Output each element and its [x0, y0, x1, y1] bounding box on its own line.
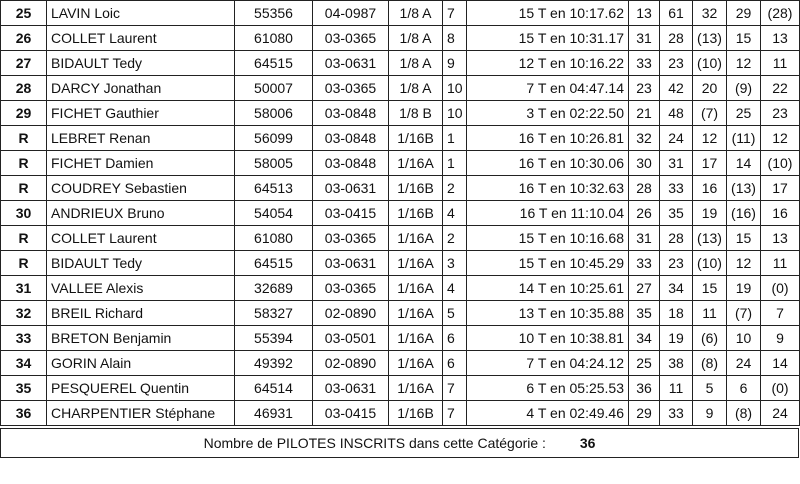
category-cell: 1/16A [389, 376, 443, 401]
pilot-name-cell: COUDREY Sebastien [47, 176, 235, 201]
manche-5-cell: 11 [761, 251, 800, 276]
category-cell: 1/8 A [389, 1, 443, 26]
heat-cell: 9 [443, 51, 467, 76]
category-cell: 1/8 A [389, 26, 443, 51]
manche-1-cell: 13 [629, 1, 660, 26]
manche-5-cell: (0) [761, 276, 800, 301]
manche-2-cell: 42 [660, 76, 693, 101]
category-cell: 1/16A [389, 226, 443, 251]
manche-2-cell: 28 [660, 26, 693, 51]
manche-3-cell: 32 [693, 1, 727, 26]
manche-3-cell: 17 [693, 151, 727, 176]
manche-2-cell: 11 [660, 376, 693, 401]
laps-time-cell: 16 T en 11:10.04 [467, 201, 629, 226]
category-cell: 1/8 B [389, 101, 443, 126]
manche-3-cell: (13) [693, 226, 727, 251]
laps-time-cell: 14 T en 10:25.61 [467, 276, 629, 301]
table-row [1, 226, 800, 251]
pilot-number-cell: 61080 [235, 26, 313, 51]
pilot-number-cell: 64513 [235, 176, 313, 201]
manche-5-cell: 16 [761, 201, 800, 226]
manche-5-cell: 17 [761, 176, 800, 201]
pilot-number-cell: 58327 [235, 301, 313, 326]
category-cell: 1/16B [389, 401, 443, 426]
footer-label: Nombre de PILOTES INSCRITS dans cette Catégorie : [203, 435, 546, 451]
manche-1-cell: 35 [629, 301, 660, 326]
rank-cell: 28 [1, 76, 47, 101]
manche-4-cell: (16) [727, 201, 761, 226]
rank-cell: R [1, 226, 47, 251]
manche-5-cell: 11 [761, 51, 800, 76]
table-row [1, 376, 800, 401]
table-row [1, 351, 800, 376]
pilot-number-cell: 55394 [235, 326, 313, 351]
pilot-number-cell: 64515 [235, 51, 313, 76]
manche-5-cell: 14 [761, 351, 800, 376]
manche-4-cell: 29 [727, 1, 761, 26]
manche-1-cell: 29 [629, 401, 660, 426]
laps-time-cell: 16 T en 10:26.81 [467, 126, 629, 151]
pilot-name-cell: FICHET Gauthier [47, 101, 235, 126]
category-cell: 1/16A [389, 151, 443, 176]
pilot-name-cell: GORIN Alain [47, 351, 235, 376]
category-cell: 1/16A [389, 351, 443, 376]
table-row [1, 1, 800, 26]
manche-1-cell: 27 [629, 276, 660, 301]
rank-cell: R [1, 126, 47, 151]
manche-3-cell: (10) [693, 51, 727, 76]
pilot-name-cell: VALLEE Alexis [47, 276, 235, 301]
heat-cell: 4 [443, 276, 467, 301]
table-row [1, 401, 800, 426]
manche-1-cell: 30 [629, 151, 660, 176]
manche-3-cell: (7) [693, 101, 727, 126]
table-row [1, 101, 800, 126]
manche-4-cell: 10 [727, 326, 761, 351]
manche-5-cell: 7 [761, 301, 800, 326]
licence-cell: 03-0631 [313, 251, 389, 276]
footer-count: 36 [579, 435, 596, 451]
manche-5-cell: (28) [761, 1, 800, 26]
heat-cell: 2 [443, 176, 467, 201]
pilot-number-cell: 54054 [235, 201, 313, 226]
manche-3-cell: 12 [693, 126, 727, 151]
heat-cell: 6 [443, 351, 467, 376]
table-row [1, 301, 800, 326]
laps-time-cell: 16 T en 10:32.63 [467, 176, 629, 201]
rank-cell: 36 [1, 401, 47, 426]
manche-4-cell: 15 [727, 226, 761, 251]
pilot-name-cell: COLLET Laurent [47, 226, 235, 251]
manche-4-cell: (8) [727, 401, 761, 426]
manche-4-cell: 12 [727, 251, 761, 276]
licence-cell: 03-0365 [313, 276, 389, 301]
manche-1-cell: 26 [629, 201, 660, 226]
manche-1-cell: 25 [629, 351, 660, 376]
table-row [1, 51, 800, 76]
pilot-name-cell: BRETON Benjamin [47, 326, 235, 351]
table-row [1, 176, 800, 201]
manche-5-cell: 13 [761, 26, 800, 51]
manche-3-cell: 19 [693, 201, 727, 226]
laps-time-cell: 7 T en 04:47.14 [467, 76, 629, 101]
pilot-name-cell: LEBRET Renan [47, 126, 235, 151]
manche-2-cell: 28 [660, 226, 693, 251]
manche-1-cell: 33 [629, 51, 660, 76]
manche-2-cell: 34 [660, 276, 693, 301]
rank-cell: 34 [1, 351, 47, 376]
rank-cell: 29 [1, 101, 47, 126]
table-row [1, 26, 800, 51]
licence-cell: 03-0631 [313, 176, 389, 201]
manche-4-cell: 12 [727, 51, 761, 76]
manche-3-cell: 16 [693, 176, 727, 201]
licence-cell: 03-0501 [313, 326, 389, 351]
registered-count-footer [0, 428, 799, 458]
pilot-name-cell: BIDAULT Tedy [47, 51, 235, 76]
manche-1-cell: 34 [629, 326, 660, 351]
manche-3-cell: 15 [693, 276, 727, 301]
pilot-name-cell: LAVIN Loic [47, 1, 235, 26]
category-cell: 1/8 A [389, 51, 443, 76]
manche-2-cell: 35 [660, 201, 693, 226]
category-cell: 1/16B [389, 126, 443, 151]
manche-4-cell: 6 [727, 376, 761, 401]
manche-2-cell: 19 [660, 326, 693, 351]
category-cell: 1/16A [389, 251, 443, 276]
rank-cell: 35 [1, 376, 47, 401]
table-row [1, 151, 800, 176]
pilot-number-cell: 55356 [235, 1, 313, 26]
table-row [1, 126, 800, 151]
manche-2-cell: 24 [660, 126, 693, 151]
pilot-number-cell: 64514 [235, 376, 313, 401]
manche-3-cell: (13) [693, 26, 727, 51]
rank-cell: 33 [1, 326, 47, 351]
category-cell: 1/16A [389, 326, 443, 351]
pilot-name-cell: COLLET Laurent [47, 26, 235, 51]
rank-cell: 32 [1, 301, 47, 326]
manche-5-cell: (0) [761, 376, 800, 401]
rank-cell: R [1, 151, 47, 176]
category-cell: 1/16A [389, 276, 443, 301]
pilot-number-cell: 32689 [235, 276, 313, 301]
heat-cell: 5 [443, 301, 467, 326]
manche-2-cell: 38 [660, 351, 693, 376]
pilot-number-cell: 46931 [235, 401, 313, 426]
pilot-number-cell: 58006 [235, 101, 313, 126]
pilot-number-cell: 56099 [235, 126, 313, 151]
pilot-number-cell: 61080 [235, 226, 313, 251]
licence-cell: 02-0890 [313, 351, 389, 376]
heat-cell: 8 [443, 26, 467, 51]
pilot-name-cell: CHARPENTIER Stéphane [47, 401, 235, 426]
manche-3-cell: (6) [693, 326, 727, 351]
category-cell: 1/8 A [389, 76, 443, 101]
rank-cell: 26 [1, 26, 47, 51]
manche-2-cell: 33 [660, 176, 693, 201]
heat-cell: 4 [443, 201, 467, 226]
licence-cell: 02-0890 [313, 301, 389, 326]
licence-cell: 03-0365 [313, 226, 389, 251]
manche-1-cell: 23 [629, 76, 660, 101]
heat-cell: 7 [443, 401, 467, 426]
rank-cell: 27 [1, 51, 47, 76]
licence-cell: 03-0365 [313, 26, 389, 51]
licence-cell: 03-0848 [313, 151, 389, 176]
rank-cell: 30 [1, 201, 47, 226]
laps-time-cell: 6 T en 05:25.53 [467, 376, 629, 401]
laps-time-cell: 15 T en 10:31.17 [467, 26, 629, 51]
manche-4-cell: (7) [727, 301, 761, 326]
manche-5-cell: 13 [761, 226, 800, 251]
pilot-name-cell: FICHET Damien [47, 151, 235, 176]
manche-3-cell: 20 [693, 76, 727, 101]
licence-cell: 04-0987 [313, 1, 389, 26]
rank-cell: R [1, 251, 47, 276]
manche-4-cell: 14 [727, 151, 761, 176]
laps-time-cell: 4 T en 02:49.46 [467, 401, 629, 426]
rank-cell: R [1, 176, 47, 201]
manche-4-cell: (9) [727, 76, 761, 101]
laps-time-cell: 15 T en 10:45.29 [467, 251, 629, 276]
manche-4-cell: (13) [727, 176, 761, 201]
pilot-name-cell: BREIL Richard [47, 301, 235, 326]
heat-cell: 7 [443, 376, 467, 401]
pilot-name-cell: PESQUEREL Quentin [47, 376, 235, 401]
manche-4-cell: (11) [727, 126, 761, 151]
manche-2-cell: 23 [660, 51, 693, 76]
manche-1-cell: 21 [629, 101, 660, 126]
laps-time-cell: 10 T en 10:38.81 [467, 326, 629, 351]
licence-cell: 03-0848 [313, 101, 389, 126]
manche-1-cell: 28 [629, 176, 660, 201]
manche-2-cell: 61 [660, 1, 693, 26]
pilot-number-cell: 49392 [235, 351, 313, 376]
pilot-name-cell: ANDRIEUX Bruno [47, 201, 235, 226]
laps-time-cell: 15 T en 10:17.62 [467, 1, 629, 26]
table-row [1, 276, 800, 301]
heat-cell: 7 [443, 1, 467, 26]
manche-5-cell: 23 [761, 101, 800, 126]
manche-1-cell: 32 [629, 126, 660, 151]
manche-5-cell: 9 [761, 326, 800, 351]
manche-1-cell: 33 [629, 251, 660, 276]
manche-4-cell: 19 [727, 276, 761, 301]
licence-cell: 03-0631 [313, 376, 389, 401]
laps-time-cell: 12 T en 10:16.22 [467, 51, 629, 76]
heat-cell: 1 [443, 151, 467, 176]
pilot-number-cell: 58005 [235, 151, 313, 176]
manche-3-cell: 5 [693, 376, 727, 401]
laps-time-cell: 3 T en 02:22.50 [467, 101, 629, 126]
manche-1-cell: 31 [629, 26, 660, 51]
manche-2-cell: 31 [660, 151, 693, 176]
manche-2-cell: 48 [660, 101, 693, 126]
manche-3-cell: 11 [693, 301, 727, 326]
licence-cell: 03-0415 [313, 401, 389, 426]
heat-cell: 3 [443, 251, 467, 276]
manche-3-cell: 9 [693, 401, 727, 426]
heat-cell: 1 [443, 126, 467, 151]
results-rows [1, 1, 800, 426]
manche-4-cell: 24 [727, 351, 761, 376]
manche-2-cell: 23 [660, 251, 693, 276]
manche-1-cell: 36 [629, 376, 660, 401]
table-row [1, 326, 800, 351]
licence-cell: 03-0631 [313, 51, 389, 76]
manche-4-cell: 15 [727, 26, 761, 51]
pilot-number-cell: 50007 [235, 76, 313, 101]
heat-cell: 6 [443, 326, 467, 351]
pilot-name-cell: DARCY Jonathan [47, 76, 235, 101]
laps-time-cell: 16 T en 10:30.06 [467, 151, 629, 176]
category-cell: 1/16B [389, 176, 443, 201]
table-row [1, 76, 800, 101]
manche-3-cell: (10) [693, 251, 727, 276]
licence-cell: 03-0365 [313, 76, 389, 101]
rank-cell: 31 [1, 276, 47, 301]
heat-cell: 2 [443, 226, 467, 251]
manche-5-cell: 22 [761, 76, 800, 101]
manche-4-cell: 25 [727, 101, 761, 126]
laps-time-cell: 7 T en 04:24.12 [467, 351, 629, 376]
manche-3-cell: (8) [693, 351, 727, 376]
rank-cell: 25 [1, 1, 47, 26]
laps-time-cell: 13 T en 10:35.88 [467, 301, 629, 326]
manche-5-cell: 12 [761, 126, 800, 151]
heat-cell: 10 [443, 101, 467, 126]
category-cell: 1/16A [389, 301, 443, 326]
table-row [1, 201, 800, 226]
manche-2-cell: 18 [660, 301, 693, 326]
licence-cell: 03-0415 [313, 201, 389, 226]
laps-time-cell: 15 T en 10:16.68 [467, 226, 629, 251]
category-cell: 1/16B [389, 201, 443, 226]
manche-5-cell: 24 [761, 401, 800, 426]
pilot-name-cell: BIDAULT Tedy [47, 251, 235, 276]
pilot-number-cell: 64515 [235, 251, 313, 276]
heat-cell: 10 [443, 76, 467, 101]
table-row [1, 251, 800, 276]
licence-cell: 03-0848 [313, 126, 389, 151]
manche-5-cell: (10) [761, 151, 800, 176]
manche-1-cell: 31 [629, 226, 660, 251]
manche-2-cell: 33 [660, 401, 693, 426]
